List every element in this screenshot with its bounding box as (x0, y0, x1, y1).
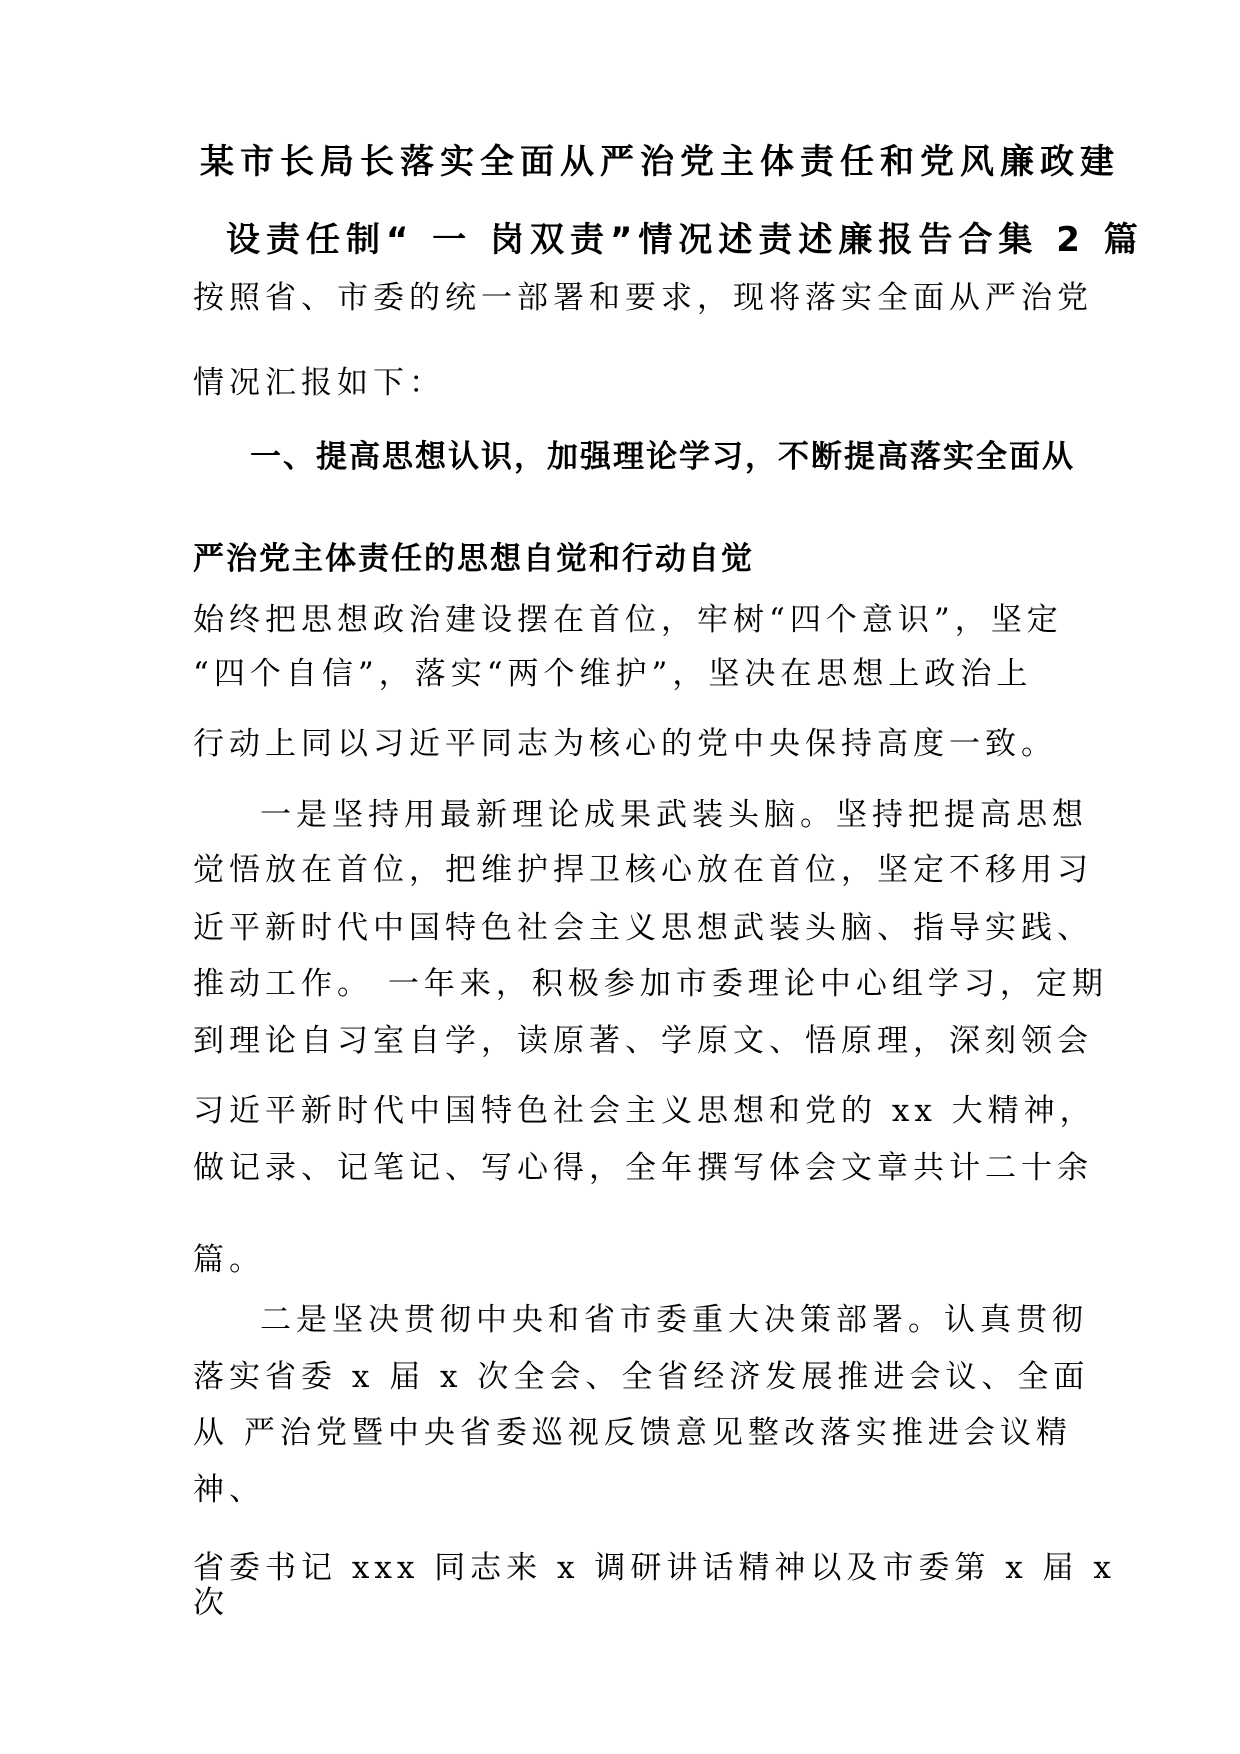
para2-line-8: 篇。 (193, 1242, 265, 1278)
para1-line-2: “四个自信”，落实“两个维护”，坚决在思想上政治上 (193, 656, 1033, 692)
section-heading-line-2: 严治党主体责任的思想自觉和行动自觉 (193, 541, 754, 577)
intro-line-1: 按照省、市委的统一部署和要求，现将落实全面从严治党 (193, 280, 1093, 316)
para3-line-2: 落实省委 x 届 x 次全会、全省经济发展推进会议、全面 (193, 1359, 1090, 1395)
para3-line-6: 次 (193, 1585, 229, 1621)
para2-line-7: 做记录、记笔记、写心得，全年撰写体会文章共计二十余 (193, 1150, 1093, 1186)
para3-line-5: 省委书记 xxx 同志来 x 调研讲话精神以及市委第 x 届 x (193, 1550, 1116, 1586)
para2-line-2: 觉悟放在首位，把维护捍卫核心放在首位，坚定不移用习 (193, 852, 1093, 888)
para3-line-1: 二是坚决贯彻中央和省市委重大决策部署。认真贯彻 (260, 1302, 1088, 1338)
para2-line-3: 近平新时代中国特色社会主义思想武装头脑、指导实践、 (193, 910, 1093, 946)
section-heading-line-1: 一、提高思想认识，加强理论学习，不断提高落实全面从 (250, 439, 1075, 475)
para3-line-3: 从 严治党暨中央省委巡视反馈意见整改落实推进会议精 (193, 1415, 1072, 1451)
para3-line-4: 神、 (193, 1472, 265, 1508)
para2-line-6: 习近平新时代中国特色社会主义思想和党的 xx 大精神， (193, 1093, 1096, 1129)
document-title-line-1: 某市长局长落实全面从严治党主体责任和党风廉政建 (200, 142, 1120, 182)
para1-line-1: 始终把思想政治建设摆在首位，牢树“四个意识”，坚定 (193, 602, 1063, 638)
para2-line-1: 一是坚持用最新理论成果武装头脑。坚持把提高思想 (260, 797, 1088, 833)
para2-line-5: 到理论自习室自学，读原著、学原文、悟原理，深刻领会 (193, 1023, 1093, 1059)
document-title-line-2: 设责任制“ 一 岗双责”情况述责述廉报告合集 2 篇 (226, 220, 1144, 260)
para1-line-3: 行动上同以习近平同志为核心的党中央保持高度一致。 (193, 726, 1057, 762)
intro-line-2: 情况汇报如下： (193, 365, 445, 401)
para2-line-4: 推动工作。 一年来，积极参加市委理论中心组学习，定期 (193, 966, 1108, 1002)
